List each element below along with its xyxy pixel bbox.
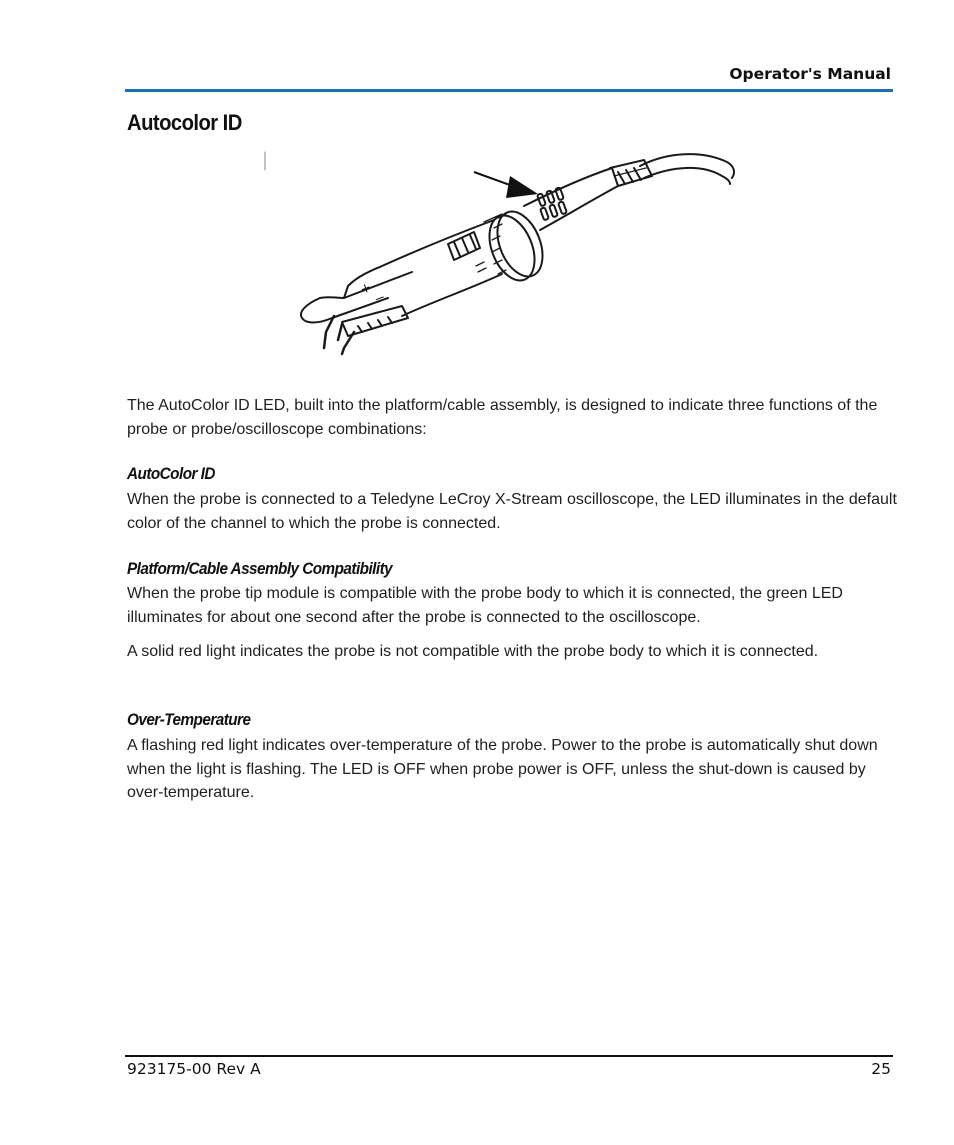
subsection-paragraph: When the probe is connected to a Teledyne LeCroy X-Stream oscilloscope, the LED illuminates in the default color of the channel to which the probe is connected. [127, 491, 897, 532]
section-title: Autocolor ID [127, 110, 242, 135]
minus-label: − [372, 289, 388, 308]
subsection-heading: Platform/Cable Assembly Compatibility [127, 559, 393, 578]
subsection-heading: AutoColor ID [127, 464, 215, 483]
plus-label: + [358, 279, 374, 298]
header-title: Operator's Manual [729, 65, 891, 83]
probe-figure [262, 148, 742, 360]
subsection-paragraph: When the probe tip module is compatible with the probe body to which it is connected, the green LED illuminates for about one second after the probe is connected to the oscilloscope. [127, 585, 843, 626]
footer-rule [125, 1055, 893, 1057]
subsection-paragraph: A solid red light indicates the probe is not compatible with the probe body to which it is connected. [127, 643, 819, 660]
footer-doc-number: 923175-00 Rev A [127, 1060, 261, 1078]
subsection-heading: Over-Temperature [127, 710, 251, 729]
subsection-paragraph: A flashing red light indicates over-temperature of the probe. Power to the probe is automatically shut down when the light is flashing. The LED is OFF when probe power is OFF, unless the shut-down is caused by over-temperature. [127, 737, 878, 801]
probe-illustration-icon [262, 148, 742, 360]
intro-paragraph: The AutoColor ID LED, built into the platform/cable assembly, is designed to indicate three functions of the probe or probe/oscilloscope combinations: [127, 397, 878, 438]
header-rule [125, 89, 893, 92]
footer-page-number: 25 [871, 1060, 891, 1078]
